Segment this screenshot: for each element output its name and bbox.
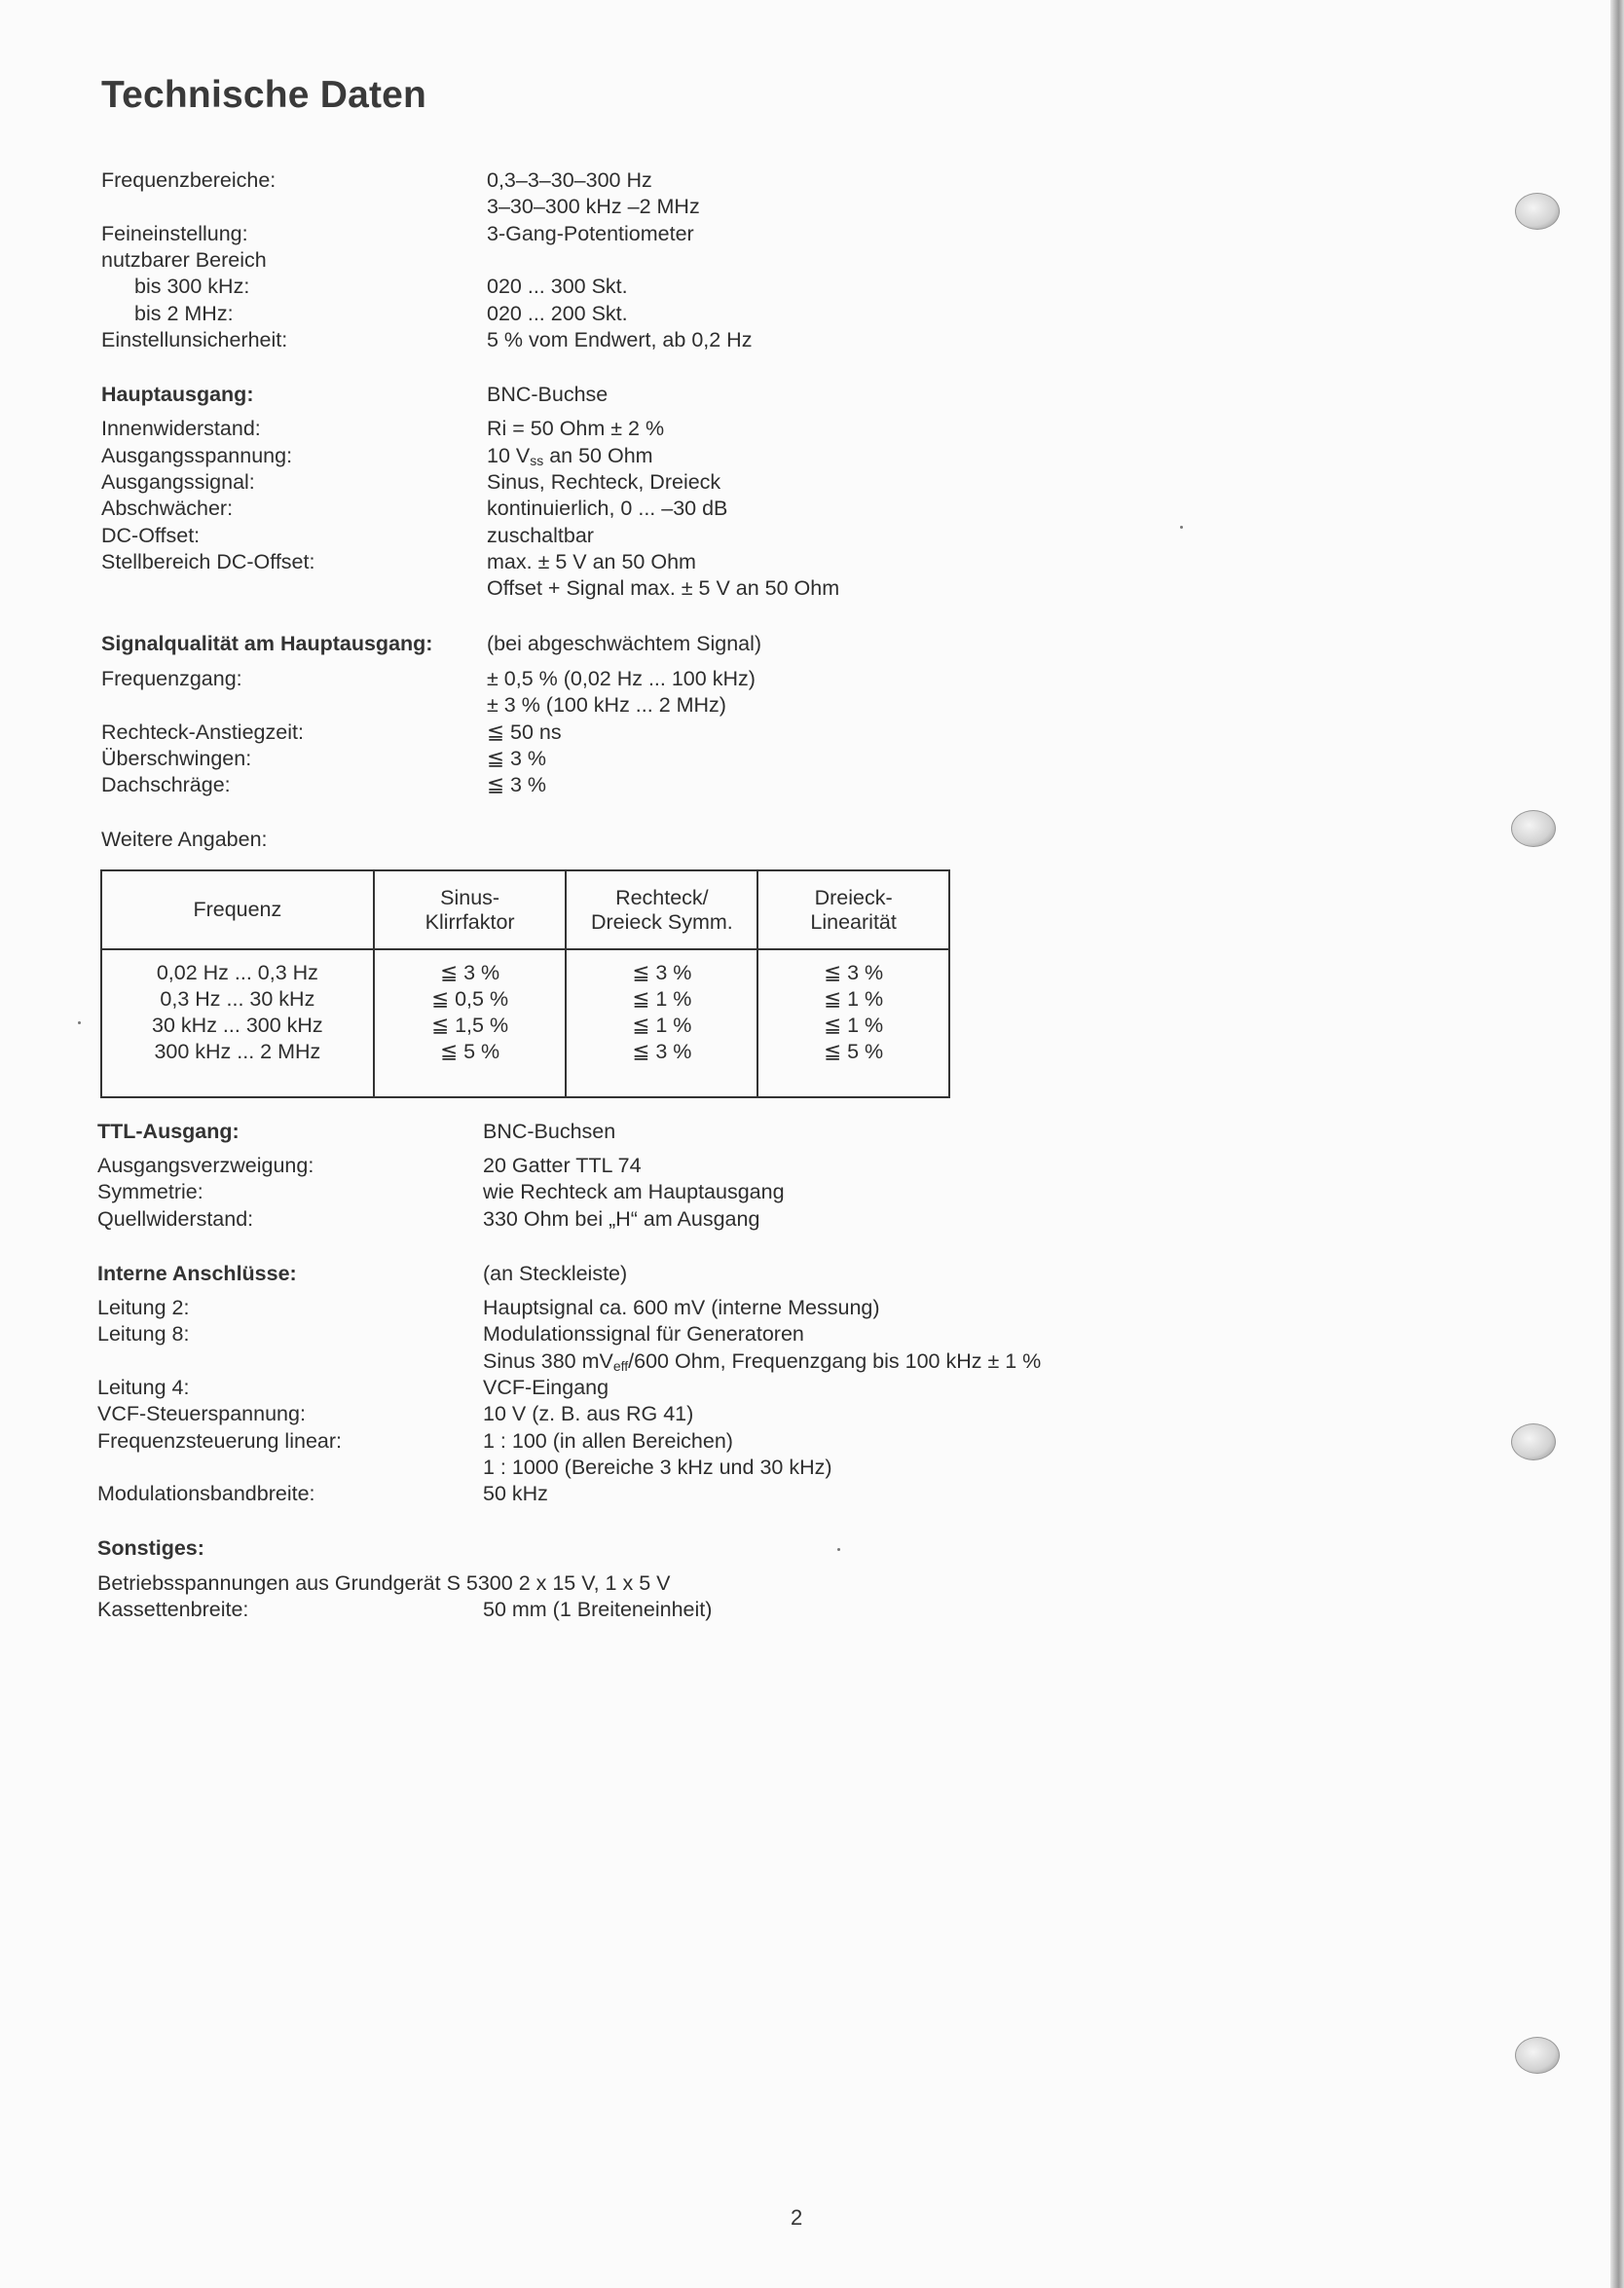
label-abschwaecher: Abschwächer:: [101, 497, 234, 520]
value-dachschraege: ≦ 3 %: [487, 773, 547, 796]
value-leitung-8-2-sub: eff: [612, 1358, 629, 1374]
label-weitere-angaben: Weitere Angaben:: [101, 828, 268, 851]
value-anstiegzeit: ≦ 50 ns: [487, 720, 562, 744]
label-anstiegzeit: Rechteck-Anstiegzeit:: [101, 720, 304, 744]
label-einstellunsicherheit: Einstellunsicherheit:: [101, 328, 288, 351]
cell-value: ≦ 5 %: [440, 1040, 500, 1063]
value-ueberschwingen: ≦ 3 %: [487, 747, 547, 770]
value-bis-300khz: 020 ... 300 Skt.: [487, 275, 628, 298]
table-cell-sinus: [374, 949, 567, 1097]
value-dc-offset: zuschaltbar: [487, 524, 594, 547]
page-edge-shadow: [1610, 0, 1624, 2288]
value-frequenzbereiche-2: 3–30–300 kHz –2 MHz: [487, 195, 700, 218]
label-ausgangsspannung: Ausgangsspannung:: [101, 444, 293, 467]
label-dc-offset: DC-Offset:: [101, 524, 201, 547]
label-leitung-4: Leitung 4:: [97, 1376, 190, 1399]
table-header-text: Linearität: [810, 909, 897, 934]
value-leitung-8-2-rest: /600 Ohm, Frequenzgang bis 100 kHz ± 1 %: [628, 1349, 1042, 1373]
value-ausgangsverzweigung: 20 Gatter TTL 74: [483, 1154, 642, 1177]
table-header-text: Dreieck-: [814, 885, 893, 909]
cell-value: 300 kHz ... 2 MHz: [154, 1040, 321, 1063]
table-row: [101, 949, 949, 1097]
value-frequenzsteuerung-linear-2: 1 : 1000 (Bereiche 3 kHz und 30 kHz): [483, 1456, 832, 1479]
value-leitung-2: Hauptsignal ca. 600 mV (interne Messung): [483, 1296, 880, 1319]
cell-value: ≦ 3 %: [632, 1040, 692, 1063]
table-cell-frequenz: [101, 949, 374, 1097]
value-frequenzgang-1: ± 0,5 % (0,02 Hz ... 100 kHz): [487, 667, 756, 690]
value-abschwaecher: kontinuierlich, 0 ... –30 dB: [487, 497, 728, 520]
table-header-dreieck: [757, 870, 949, 949]
cell-value: ≦ 1 %: [632, 987, 692, 1011]
value-stellbereich-2: Offset + Signal max. ± 5 V an 50 Ohm: [487, 576, 840, 600]
value-symmetrie: wie Rechteck am Hauptausgang: [483, 1180, 785, 1203]
value-leitung-8-2-main: Sinus 380 mV: [483, 1349, 613, 1373]
cell-value: ≦ 3 %: [824, 961, 884, 984]
label-frequenzbereiche: Frequenzbereiche:: [101, 168, 277, 192]
punch-hole-icon: [1515, 193, 1560, 230]
value-bis-2mhz: 020 ... 200 Skt.: [487, 302, 628, 325]
cell-value: ≦ 1 %: [824, 1014, 884, 1037]
label-kassettenbreite: Kassettenbreite:: [97, 1598, 249, 1621]
heading-hauptausgang: Hauptausgang:: [101, 383, 254, 406]
cell-value: 30 kHz ... 300 kHz: [152, 1014, 323, 1037]
value-ttl-ausgang: BNC-Buchsen: [483, 1120, 616, 1143]
scan-speck: [1180, 526, 1183, 529]
value-interne-anschluesse: (an Steckleiste): [483, 1262, 628, 1285]
cell-value: ≦ 1 %: [632, 1014, 692, 1037]
label-ausgangssignal: Ausgangssignal:: [101, 470, 255, 494]
label-betriebsspannungen: Betriebsspannungen aus Grundgerät S 5300 2 x 15 V, 1 x 5 V: [97, 1571, 671, 1595]
table-cell-dreieck: [757, 949, 949, 1097]
table-header-rechteck: [566, 870, 757, 949]
value-ausgangssignal: Sinus, Rechteck, Dreieck: [487, 470, 721, 494]
value-signalqualitaet: (bei abgeschwächtem Signal): [487, 632, 762, 655]
page-title: Technische Daten: [101, 74, 427, 116]
table-header-text: Rechteck/: [615, 885, 709, 909]
value-leitung-4: VCF-Eingang: [483, 1376, 609, 1399]
label-nutzbarer-bereich: nutzbarer Bereich: [101, 248, 267, 272]
table-header-text: Klirrfaktor: [424, 909, 515, 934]
label-ueberschwingen: Überschwingen:: [101, 747, 252, 770]
scan-speck: [78, 1021, 81, 1024]
scan-speck: [837, 1548, 840, 1551]
label-quellwiderstand: Quellwiderstand:: [97, 1207, 254, 1231]
label-dachschraege: Dachschräge:: [101, 773, 231, 796]
label-symmetrie: Symmetrie:: [97, 1180, 203, 1203]
value-leitung-8-1: Modulationssignal für Generatoren: [483, 1322, 804, 1346]
table-header-text: Dreieck Symm.: [591, 909, 733, 934]
label-leitung-8: Leitung 8:: [97, 1322, 190, 1346]
cell-value: ≦ 1,5 %: [431, 1014, 509, 1037]
table-header-text: Sinus-: [440, 885, 500, 909]
label-leitung-2: Leitung 2:: [97, 1296, 190, 1319]
spec-table: [100, 869, 950, 1098]
value-quellwiderstand: 330 Ohm bei „H“ am Ausgang: [483, 1207, 760, 1231]
label-modulationsbandbreite: Modulationsbandbreite:: [97, 1482, 315, 1505]
label-ausgangsverzweigung: Ausgangsverzweigung:: [97, 1154, 314, 1177]
table-header-row: [101, 870, 949, 949]
table-header-text: Frequenz: [193, 898, 282, 921]
value-innenwiderstand: Ri = 50 Ohm ± 2 %: [487, 417, 665, 440]
punch-hole-icon: [1511, 810, 1556, 847]
table-cell-rechteck: [566, 949, 757, 1097]
cell-value: 0,02 Hz ... 0,3 Hz: [156, 961, 318, 984]
label-stellbereich: Stellbereich DC-Offset:: [101, 550, 315, 573]
label-innenwiderstand: Innenwiderstand:: [101, 417, 261, 440]
cell-value: 0,3 Hz ... 30 kHz: [160, 987, 315, 1011]
value-vcf-steuerspannung: 10 V (z. B. aus RG 41): [483, 1402, 694, 1425]
value-ausgangsspannung-rest: an 50 Ohm: [543, 444, 653, 467]
punch-hole-icon: [1515, 2037, 1560, 2074]
value-frequenzbereiche-1: 0,3–3–30–300 Hz: [487, 168, 652, 192]
label-bis-2mhz: bis 2 MHz:: [134, 302, 234, 325]
heading-signalqualitaet: Signalqualität am Hauptausgang:: [101, 632, 433, 655]
label-vcf-steuerspannung: VCF-Steuerspannung:: [97, 1402, 306, 1425]
label-frequenzsteuerung-linear: Frequenzsteuerung linear:: [97, 1429, 342, 1453]
page-number: 2: [791, 2205, 803, 2230]
value-feineinstellung: 3-Gang-Potentiometer: [487, 222, 694, 245]
punch-hole-icon: [1511, 1423, 1556, 1460]
heading-sonstiges: Sonstiges:: [97, 1536, 204, 1560]
cell-value: ≦ 0,5 %: [431, 987, 509, 1011]
value-modulationsbandbreite: 50 kHz: [483, 1482, 548, 1505]
value-ausgangsspannung-sub: ss: [530, 453, 544, 468]
value-frequenzsteuerung-linear-1: 1 : 100 (in allen Bereichen): [483, 1429, 733, 1453]
cell-value: ≦ 3 %: [440, 961, 500, 984]
cell-value: ≦ 1 %: [824, 987, 884, 1011]
table-header-frequenz: [101, 870, 374, 949]
table-header-sinus: [374, 870, 567, 949]
value-frequenzgang-2: ± 3 % (100 kHz ... 2 MHz): [487, 693, 726, 717]
cell-value: ≦ 3 %: [632, 961, 692, 984]
cell-value: ≦ 5 %: [824, 1040, 884, 1063]
value-kassettenbreite: 50 mm (1 Breiteneinheit): [483, 1598, 713, 1621]
label-bis-300khz: bis 300 kHz:: [134, 275, 250, 298]
value-einstellunsicherheit: 5 % vom Endwert, ab 0,2 Hz: [487, 328, 753, 351]
value-stellbereich-1: max. ± 5 V an 50 Ohm: [487, 550, 696, 573]
value-ausgangsspannung-main: 10 V: [487, 444, 531, 467]
label-feineinstellung: Feineinstellung:: [101, 222, 248, 245]
heading-ttl-ausgang: TTL-Ausgang:: [97, 1120, 240, 1143]
label-frequenzgang: Frequenzgang:: [101, 667, 242, 690]
value-hauptausgang: BNC-Buchse: [487, 383, 609, 406]
heading-interne-anschluesse: Interne Anschlüsse:: [97, 1262, 297, 1285]
